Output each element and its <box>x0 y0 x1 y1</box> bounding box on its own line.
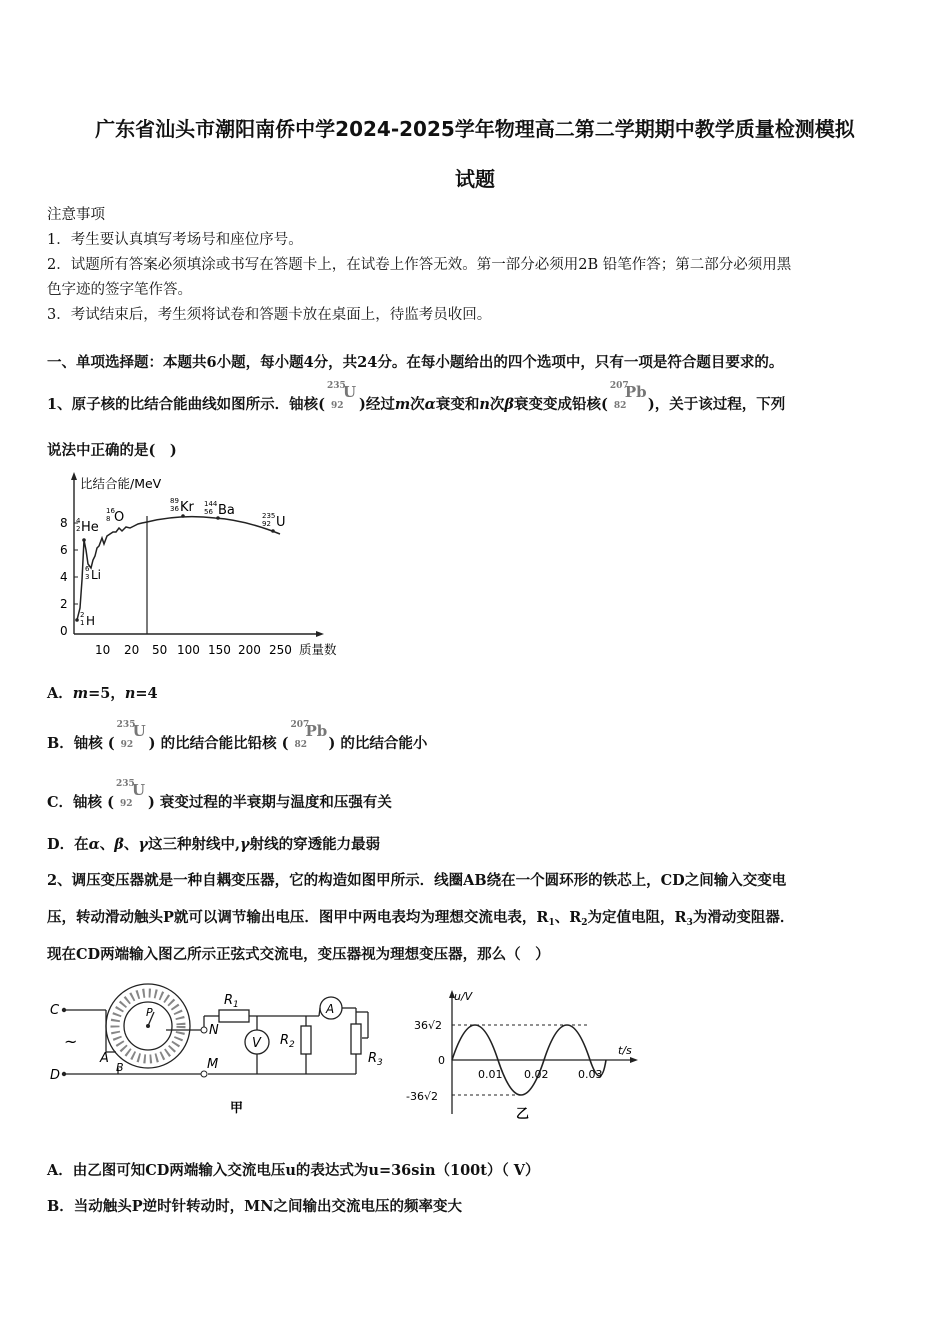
label-he: He <box>81 520 99 535</box>
label-r1: $R_1$ <box>224 993 239 1010</box>
label-o-mass: 16 <box>106 507 115 515</box>
voltmeter-label: V <box>252 1036 261 1051</box>
t-axis-arrow <box>630 1057 638 1063</box>
x-tick: 100 <box>177 643 200 657</box>
q1-option-c: C．铀核 ( 235 92 U ) 衰变过程的半衰期与温度和压强有关 <box>47 779 392 811</box>
uranium-nuclide: 235 92 U <box>115 779 146 809</box>
notice-item-3: 3．考试结束后，考生须将试卷和答题卡放在桌面上，待监考员收回。 <box>47 307 492 323</box>
label-o: O <box>114 510 125 525</box>
caption-yi: 乙 <box>516 1107 530 1122</box>
notice-item-1: 1．考生要认真填写考场号和座位序号。 <box>47 232 303 248</box>
resistor-r3 <box>351 1024 361 1054</box>
lead-nuclide: 207 82 Pb <box>609 381 647 411</box>
x-tick: 10 <box>95 643 111 657</box>
x-tick: 20 <box>124 643 140 657</box>
x-tick: 250 <box>269 643 292 657</box>
ac-source-symbol: ~ <box>64 1032 78 1051</box>
q1-option-b: B．铀核 ( 235 92 U ) 的比结合能比铅核 ( 207 82 Pb ) 的比结合能小 <box>47 720 428 752</box>
terminal-c: C <box>50 1003 60 1018</box>
label-r3: $R_3$ <box>368 1051 383 1068</box>
label-h-z: 1 <box>80 619 85 627</box>
question-2-stem-cont2: 现在CD两端输入图乙所示正弦式交流电，变压器视为理想变压器，那么（ ） <box>47 946 550 963</box>
q1-option-d: D．在α、β、γ这三种射线中,γ射线的穿透能力最弱 <box>47 836 381 853</box>
y-axis-arrow <box>71 472 77 480</box>
u-axis-label: u/V <box>454 990 473 1003</box>
q2-option-b: B．当动触头P逆时针转动时，MN之间输出交流电压的频率变大 <box>47 1198 462 1215</box>
q1-option-a: A．m=5，n=4 <box>47 685 158 702</box>
question-1-stem-cont: 说法中正确的是( ) <box>47 442 177 459</box>
resistor-r1 <box>219 1010 249 1022</box>
lead-nuclide: 207 82 Pb <box>290 720 328 750</box>
label-u-mass: 235 <box>262 512 276 520</box>
y-tick: 4 <box>60 570 68 584</box>
ammeter-label: A <box>326 1002 335 1016</box>
t-tick-3: 0.03 <box>578 1068 603 1081</box>
notice-item-2: 2．试题所有答案必须填涂或书写在答题卡上，在试卷上作答无效。第一部分必须用2B 铅笔作答；第二部分必须用黑 <box>47 257 792 273</box>
label-li-mass: 6 <box>85 565 90 573</box>
y-tick: 0 <box>60 624 68 638</box>
resistor-r2 <box>301 1026 311 1054</box>
notice-heading: 注意事项 <box>47 207 105 223</box>
label-h-mass: 2 <box>80 611 85 619</box>
point-he <box>82 538 86 542</box>
binding-energy-chart <box>40 468 360 663</box>
label-u: U <box>276 515 286 530</box>
terminal-m: M <box>207 1057 219 1072</box>
circuit-diagram <box>44 982 404 1122</box>
question-2-stem-cont: 压，转动滑动触头P就可以调节输出电压．图甲中两电表均为理想交流电表，$R_1$、$R_2$为定值电阻，$R_3$为滑动变阻器． <box>47 909 795 928</box>
peak-positive-label: 36√2 <box>414 1019 443 1032</box>
x-axis-arrow <box>316 631 324 637</box>
y-tick: 8 <box>60 516 68 530</box>
y-axis-label: 比结合能/MeV <box>80 476 162 491</box>
document-title-line2: 试题 <box>455 167 495 191</box>
peak-negative-label: -36√2 <box>406 1090 438 1103</box>
label-he-mass: 4 <box>76 517 81 525</box>
uranium-nuclide: 235 92 U <box>326 381 357 411</box>
label-u-z: 92 <box>262 520 271 528</box>
uranium-nuclide: 235 92 U <box>116 720 146 750</box>
question-1-stem: 1、原子核的比结合能曲线如图所示．铀核( 235 92 U )经过m次α衰变和n次β衰变变成铅核( 207 82 Pb )，关于该过程，下列 <box>47 381 786 413</box>
t-tick-2: 0.02 <box>524 1068 549 1081</box>
section-heading: 一、单项选择题：本题共6小题，每小题4分，共24分。在每小题给出的四个选项中，只有一项是符合题目要求的。 <box>47 354 784 371</box>
label-ba-mass: 144 <box>204 500 218 508</box>
label-o-z: 8 <box>106 515 111 523</box>
point-h <box>75 618 79 622</box>
question-2-stem: 2、调压变压器就是一种自耦变压器，它的构造如图甲所示．线圈AB绕在一个圆环形的铁芯上，CD之间输入交变电 <box>47 872 787 889</box>
ac-voltage-graph <box>398 986 648 1126</box>
y-tick: 6 <box>60 543 68 557</box>
x-axis-label: 质量数 <box>299 642 337 657</box>
q2-option-a: A．由乙图可知CD两端输入交流电压u的表达式为u=36sin（100t）（ V） <box>47 1162 540 1179</box>
slider-p: P <box>146 1006 153 1019</box>
binding-energy-curve <box>77 517 280 620</box>
coil-end-b: B <box>116 1061 124 1074</box>
terminal-n: N <box>209 1023 219 1038</box>
document-title-line1: 广东省汕头市潮阳南侨中学2024-2025学年物理高二第二学期期中教学质量检测模拟 <box>95 117 855 141</box>
label-kr: Kr <box>180 500 194 515</box>
terminal-d: D <box>50 1068 61 1083</box>
x-tick: 200 <box>238 643 261 657</box>
label-kr-z: 36 <box>170 505 179 513</box>
label-h: H <box>86 614 96 628</box>
point-u <box>271 529 275 533</box>
t-tick-1: 0.01 <box>478 1068 503 1081</box>
label-li: Li <box>91 568 102 582</box>
x-tick: 50 <box>152 643 168 657</box>
t-axis-label: t/s <box>618 1044 632 1057</box>
x-tick: 150 <box>208 643 231 657</box>
label-he-z: 2 <box>76 525 81 533</box>
caption-jia: 甲 <box>230 1101 244 1116</box>
notice-item-2-cont: 色字迹的签字笔作答。 <box>47 282 192 298</box>
x-ticks <box>95 643 292 657</box>
label-kr-mass: 89 <box>170 497 179 505</box>
label-ba: Ba <box>218 503 235 518</box>
coil-end-a: A <box>100 1051 109 1066</box>
label-ba-z: 56 <box>204 508 213 516</box>
origin-label: 0 <box>438 1054 445 1067</box>
label-r2: $R_2$ <box>280 1033 295 1050</box>
y-tick: 2 <box>60 597 68 611</box>
label-li-z: 3 <box>85 573 90 581</box>
